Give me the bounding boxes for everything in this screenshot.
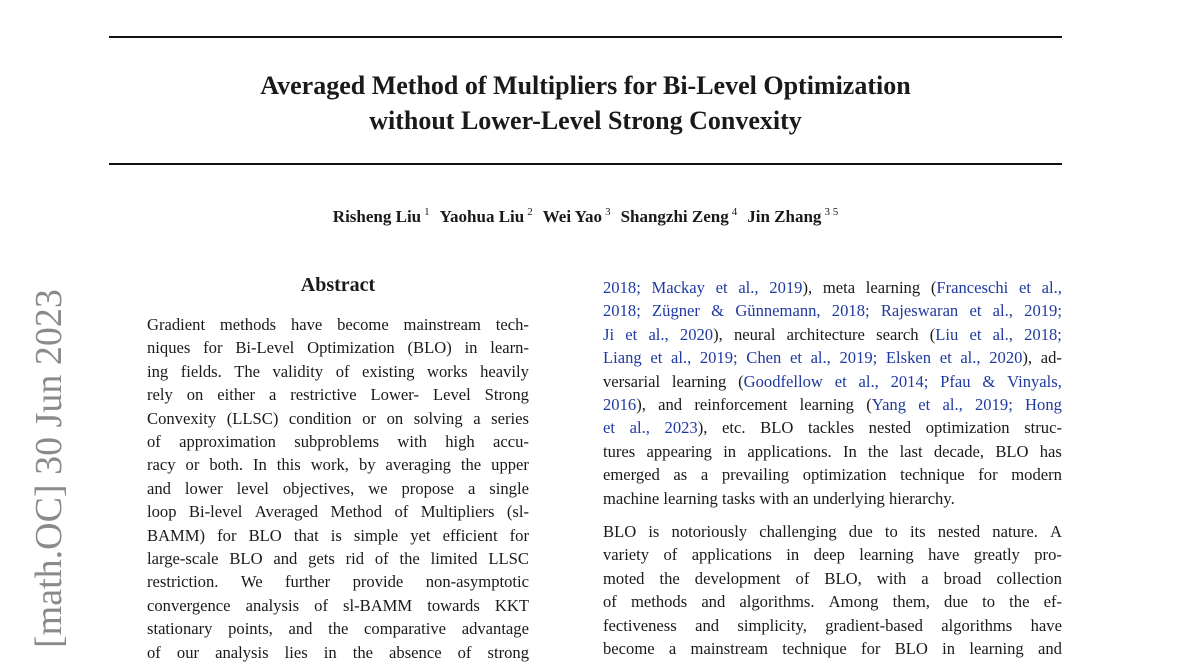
text-line: large-scale BLO and gets rid of the limited LLSC [147,549,529,569]
author-name: Shangzhi Zeng [620,206,729,226]
text-line: BLO is notoriously challenging due to its nested nature. A [603,522,1062,542]
citation-link[interactable]: 2018; [831,301,870,321]
citation-link[interactable]: Liang [603,348,642,368]
author [747,207,838,226]
citation-link[interactable]: et [969,301,982,321]
citation-link[interactable]: 2020 [679,324,714,344]
author-affiliation: 3 5 [824,206,839,218]
author [333,207,430,226]
citation-link[interactable]: Rajeswaran [880,301,959,321]
citation-link[interactable]: al., [670,348,692,368]
citation-link[interactable]: Zügner [652,301,700,321]
citation-link[interactable]: 2014; [890,371,929,391]
text-line: BAMM) for BLO that is simple yet efficient for [147,525,529,545]
citation-link[interactable]: 2018; [603,301,641,321]
author-list [109,206,1062,227]
text-line: restriction. We further provide non-asymptotic [147,572,529,592]
text-line: stationary points, and the comparative advantage [147,619,529,639]
citation-link[interactable]: Vinyals, [1007,371,1062,391]
citation-link[interactable]: Goodfellow [743,371,823,391]
citation-link[interactable]: Mackay [651,278,705,297]
text-line: loop Bi-level Averaged Method of Multipliers (sl- [147,502,529,522]
citation-link[interactable]: Pfau [940,371,971,391]
citation-link[interactable]: 2018; [603,278,641,297]
citation-link[interactable]: et [650,348,663,368]
citation-link[interactable]: 2018; [1024,324,1062,344]
citation-link[interactable]: al., [960,348,981,368]
citation-link[interactable]: et [969,324,982,344]
text-line: ing fields. The validity of existing works heavily [147,361,529,381]
citation-link[interactable]: al., [629,418,650,438]
author-name: Jin Zhang [747,206,822,226]
citation-link[interactable]: et [834,371,847,391]
citation-link[interactable]: & [711,301,725,321]
citation-link[interactable]: 2020 [989,348,1023,368]
text-line: niques for Bi-Level Optimization (BLO) in learn- [147,338,529,358]
citation-link[interactable]: 2016 [603,395,637,415]
intro-paragraph-2 [603,520,1062,660]
title-line-1: Averaged Method of Multipliers for Bi-Level Optimization [260,71,911,100]
citation-link[interactable]: 2019; [839,348,878,368]
author-affiliation: 3 [605,206,611,218]
citation-link[interactable]: et [1018,278,1031,297]
text-line: 2016), and reinforcement learning (Yang et al., 2019; Hong [603,395,1062,415]
citation-link[interactable]: 2019; [1024,301,1062,321]
citation-link[interactable]: al., [992,301,1013,321]
text-line: Gradient methods have become mainstream tech- [147,315,529,334]
citation-link[interactable]: Hong [1025,395,1062,415]
citation-link[interactable]: al., [942,395,963,415]
citation-link[interactable]: al., [810,348,831,368]
text-line: variety of applications in deep learning have greatly pro- [603,545,1062,565]
text-line [603,299,1062,322]
citation-link[interactable]: Franceschi [936,278,1009,297]
text-line: 2018; Mackay et al., 2019), meta learning (Franceschi et al., [603,278,1062,297]
citation-link[interactable]: 2023 [664,418,698,438]
text-line: of approximation subproblems with high accu- [147,432,529,452]
citation-link[interactable]: Elsken [885,348,932,368]
text-line: Liang et al., 2019; Chen et al., 2019; Elsken et al., 2020), ad- [603,348,1062,368]
author-name: Risheng Liu [332,206,422,226]
author-name: Wei Yao [542,206,603,226]
intro-paragraph-1 [603,276,1062,510]
citation-link[interactable]: Yang [871,395,907,415]
citation-link[interactable]: al., [1041,278,1062,297]
text-line: et al., 2023), etc. BLO tackles nested optimization struc- [603,418,1062,438]
citation-link[interactable]: Günnemann, [735,301,821,321]
author-affiliation: 1 [424,206,430,218]
text-line: become a mainstream technique for BLO in learning and [603,639,1062,659]
citation-link[interactable]: Liu [935,324,959,344]
author-affiliation: 2 [527,206,533,218]
citation-link[interactable]: et [715,278,728,297]
citation-link[interactable]: et [789,348,802,368]
citation-link[interactable]: 2019; [975,395,1013,415]
text-line: rely on either a restrictive Lower- Level Strong [147,385,529,405]
title-top-rule [109,36,1062,38]
title-line-2: without Lower-Level Strong Convexity [369,106,802,135]
paper-title [109,68,1062,138]
text-line: of our analysis lies in the absence of strong [147,642,529,662]
arxiv-stamp: [math.OC] 30 Jun 2023 [28,289,70,648]
citation-link[interactable]: al., [648,324,669,344]
author [440,207,533,226]
text-line: machine learning tasks with an underlying hierarchy. [603,488,955,508]
text-line: versarial learning (Goodfellow et al., 2014; Pfau & Vinyals, [603,371,1062,391]
text-line: fectiveness and simplicity, gradient-based algorithms have [603,615,1062,635]
abstract-body [147,313,529,664]
text-line: racy or both. In this work, by averaging the upper [147,455,529,475]
text-line: convergence analysis of sl-BAMM towards KKT [147,595,529,615]
text-line: emerged as a prevailing optimization technique for modern [603,465,1062,485]
text-line: tures appearing in applications. In the last decade, BLO has [603,441,1062,461]
citation-link[interactable]: 2019; [699,348,738,368]
citation-link[interactable]: al., [858,371,879,391]
author [621,207,738,226]
citation-link[interactable]: al., [738,278,759,297]
text-line: and lower level objectives, we propose a single [147,478,529,498]
title-bottom-rule [109,163,1062,165]
citation-link[interactable]: et [625,324,638,344]
citation-link[interactable]: Chen [746,348,782,368]
citation-link[interactable]: et [918,395,931,415]
citation-link[interactable]: al., [992,324,1013,344]
citation-link[interactable]: 2019 [769,278,803,297]
citation-link[interactable]: et [939,348,952,368]
intro-column [603,276,1062,661]
text-line: Ji et al., 2020), neural architecture search (Liu et al., 2018; [603,324,1062,344]
text-line: moted the development of BLO, with a broad collection [603,568,1062,588]
citation-link[interactable]: & [982,371,996,391]
citation-link[interactable]: Ji [603,324,615,344]
citation-link[interactable]: et [603,418,615,438]
author-affiliation: 4 [731,206,738,218]
abstract-heading: Abstract [300,274,376,296]
text-line: Convexity (LLSC) condition or on solving a series [147,408,529,428]
text-line: of methods and algorithms. Among them, due to the ef- [603,592,1062,612]
author-name: Yaohua Liu [439,206,525,226]
author [543,207,611,226]
